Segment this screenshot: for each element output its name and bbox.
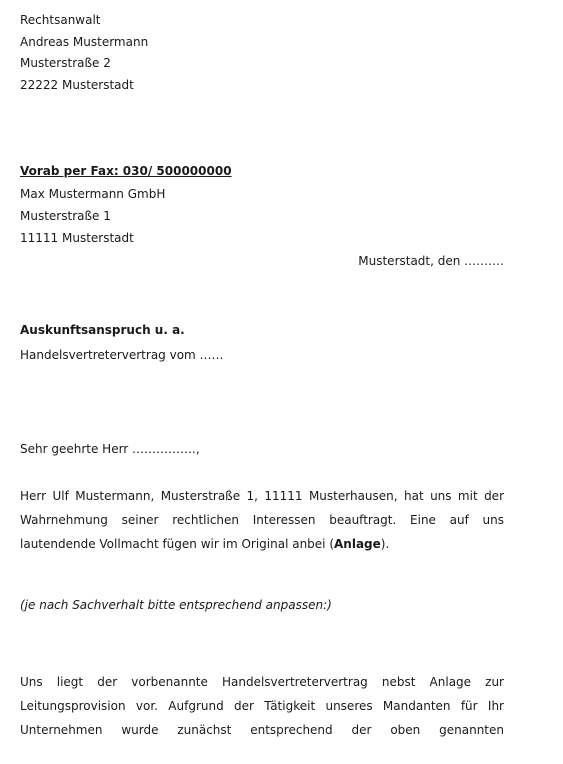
sender-street: Musterstraße 2 <box>20 56 111 70</box>
salutation: Sehr geehrte Herr ……………., <box>20 442 200 456</box>
paragraph-contract <box>20 670 504 742</box>
paragraph-mandate-end: ). <box>380 537 390 551</box>
paragraph-contract-line-1: Uns liegt der vorbenannte Handelsvertretervertrag nebst Anlage zur <box>20 675 504 689</box>
subject-reference: Handelsvertretervertrag vom …… <box>20 348 224 362</box>
adjust-note: (je nach Sachverhalt bitte entsprechend anpassen:) <box>20 598 332 612</box>
recipient-city: 11111 Musterstadt <box>20 231 134 245</box>
paragraph-contract-line-2: Leitungsprovision vor. Aufgrund der Tätigkeit unseres Mandanten für Ihr <box>20 699 504 713</box>
date-line: Musterstadt, den ………. <box>358 254 504 268</box>
paragraph-mandate-line-3 <box>20 532 504 556</box>
paragraph-mandate-line-1: Herr Ulf Mustermann, Musterstraße 1, 11111 Musterhausen, hat uns mit der <box>20 489 504 503</box>
sender-name: Andreas Mustermann <box>20 35 149 49</box>
paragraph-contract-line-3: Unternehmen wurde zunächst entsprechend der oben genannten <box>20 723 504 737</box>
subject-title: Auskunftsanspruch u. a. <box>20 323 185 337</box>
paragraph-mandate-line-2: Wahrnehmung seiner rechtlichen Interessen beauftragt. Eine auf uns <box>20 513 504 527</box>
sender-city: 22222 Musterstadt <box>20 78 134 92</box>
paragraph-mandate-text: lautendende Vollmacht fügen wir im Original anbei ( <box>20 537 335 551</box>
recipient-company: Max Mustermann GmbH <box>20 187 166 201</box>
recipient-street: Musterstraße 1 <box>20 209 111 223</box>
sender-title: Rechtsanwalt <box>20 13 101 27</box>
fax-note: Vorab per Fax: 030/ 500000000 <box>20 164 232 178</box>
paragraph-mandate <box>20 484 504 556</box>
attachment-label: Anlage <box>334 537 381 551</box>
